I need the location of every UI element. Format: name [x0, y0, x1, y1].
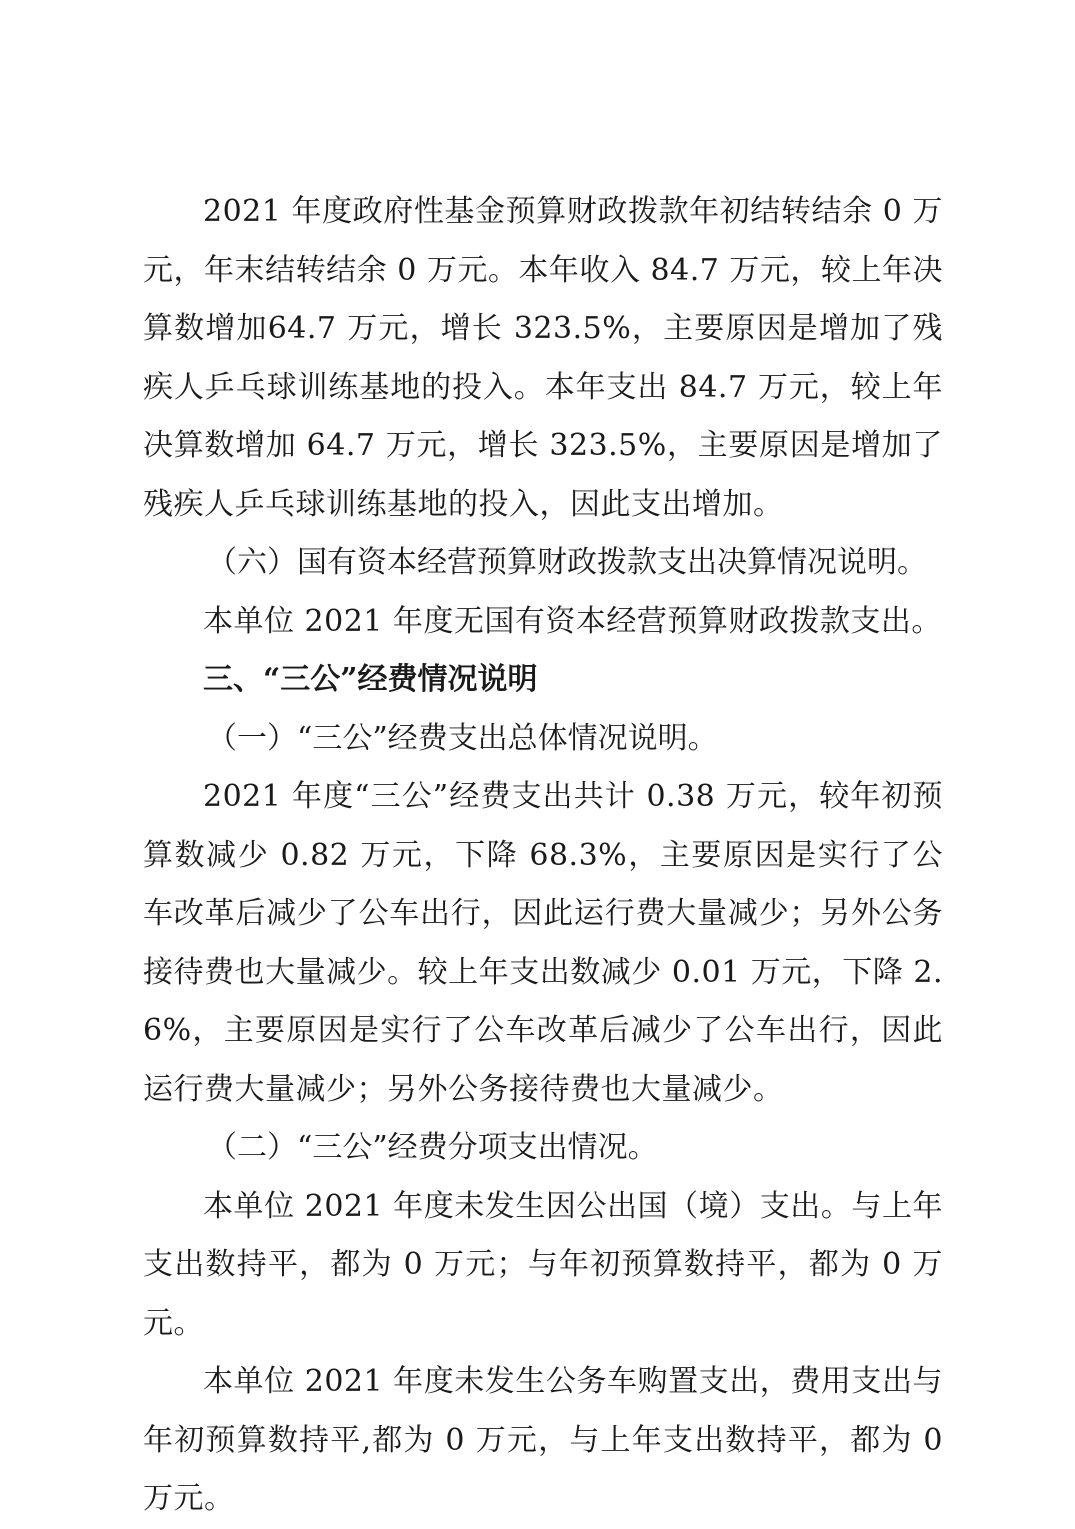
paragraph-three-public-overall: 2021 年度“三公”经费支出共计 0.38 万元，较年初预算数减少 0.82 万元，下降 68.3%，主要原因是实行了公车改革后减少了公车出行，因此运行费大量减少；另外公务接待费也大量减少。较上年支出数减少 0.01 万元，下降 2.6%，主要原因是实行了公车改革后减少了公车出行，因此运行费大量减少；另外公务接待费也大量减少。: [143, 779, 943, 1107]
paragraph-state-capital: 本单位 2021 年度无国有资本经营预算财政拨款支出。: [203, 603, 942, 639]
paragraph-government-fund: 2021 年度政府性基金预算财政拨款年初结转结余 0 万元，年末结转结余 0 万元。本年收入 84.7 万元，较上年决算数增加64.7 万元，增长 323.5%，主要原因是增加了残疾人乒乓球训练基地的投入。本年支出 84.7 万元，较上年决算数增加 64.7 万元，增长 323.5%，主要原因是增加了残疾人乒乓球训练基地的投入，因此支出增加。: [143, 194, 943, 522]
subheading-state-capital: （六）国有资本经营预算财政拨款支出决算情况说明。: [207, 545, 927, 580]
section-heading-three-public: 三、“三公”经费情况说明: [203, 662, 538, 697]
paragraph-overseas-expense: 本单位 2021 年度未发生因公出国（境）支出。与上年支出数持平，都为 0 万元；与年初预算数持平，都为 0 万元。: [143, 1188, 943, 1341]
paragraph-vehicle-purchase: 本单位 2021 年度未发生公务车购置支出，费用支出与年初预算数持平,都为 0 万元，与上年支出数持平，都为 0 万元。: [143, 1364, 943, 1516]
document-body: [143, 183, 943, 1529]
subheading-three-public-overall: （一）“三公”经费支出总体情况说明。: [207, 720, 718, 756]
subheading-three-public-items: （二）“三公”经费分项支出情况。: [207, 1130, 658, 1165]
